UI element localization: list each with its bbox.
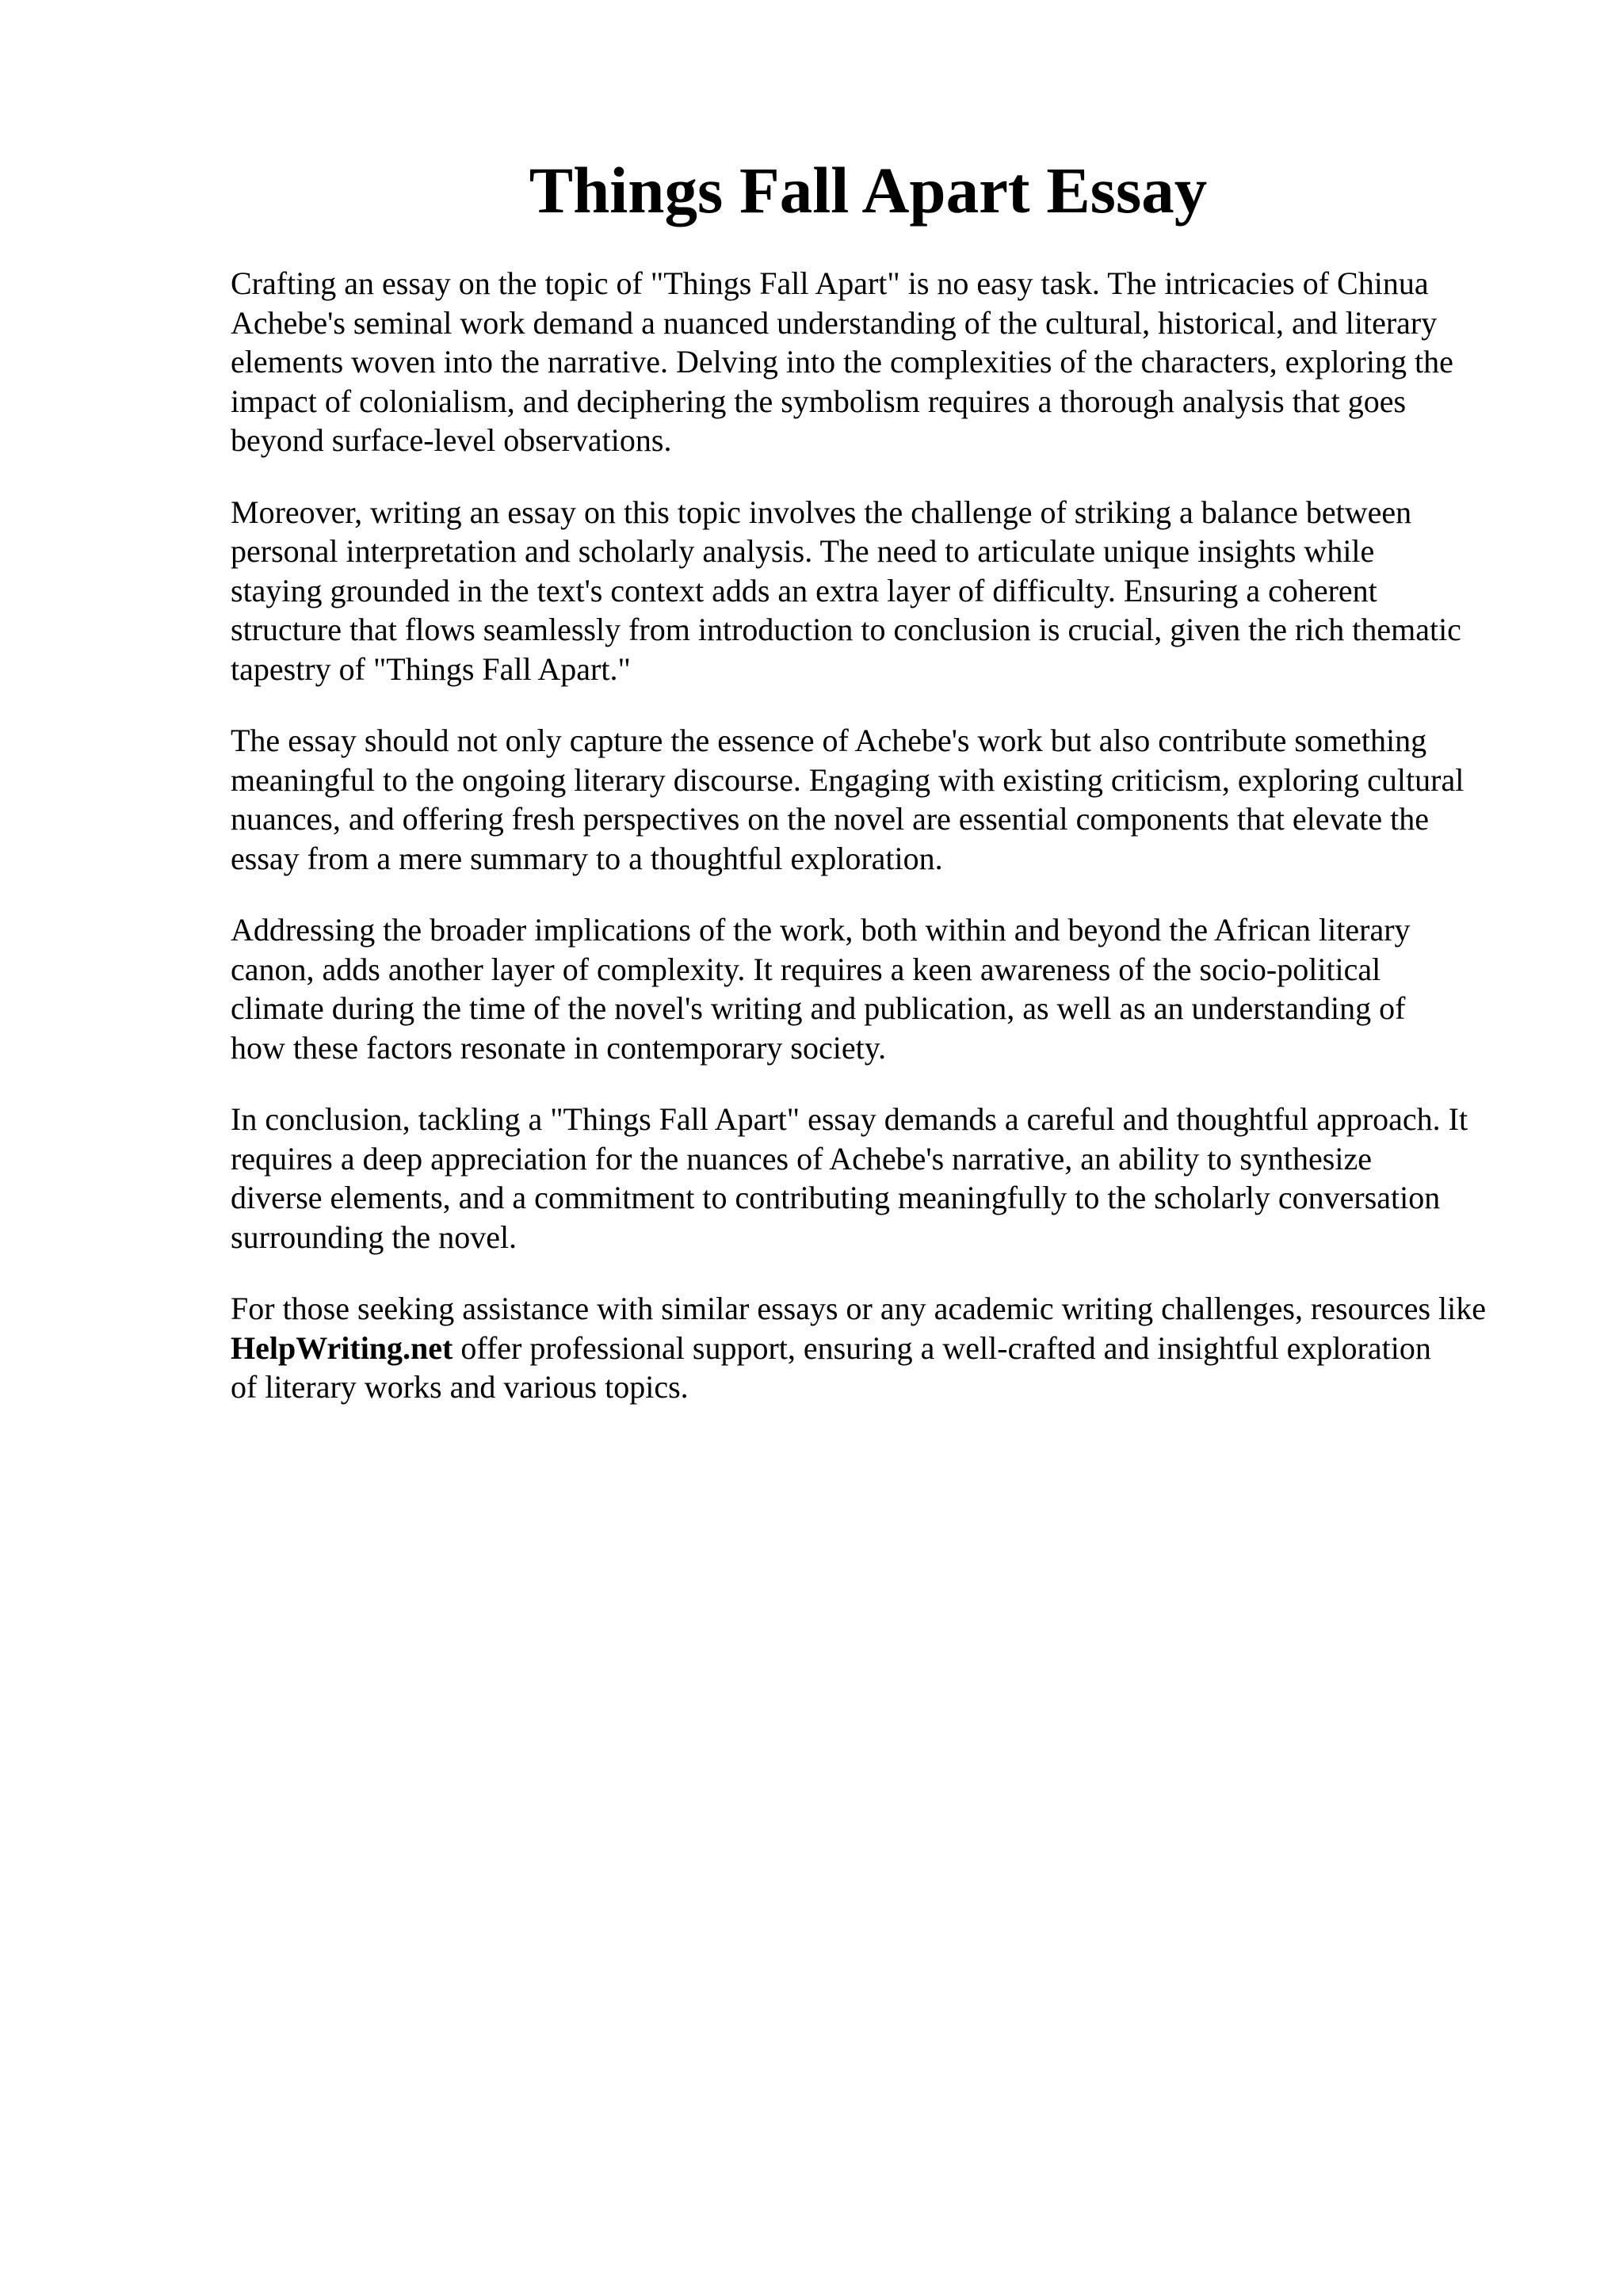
- text-line: surrounding the novel.: [231, 1219, 517, 1255]
- text-line: personal interpretation and scholarly analysis. The need to articulate unique insights while: [231, 533, 1375, 569]
- text-line: beyond surface-level observations.: [231, 422, 672, 458]
- text-line: diverse elements, and a commitment to contributing meaningfully to the scholarly conversation: [231, 1180, 1441, 1215]
- text-line-with-link: [231, 1329, 1562, 1368]
- text-line: Addressing the broader implications of the work, both within and beyond the African literary: [231, 912, 1411, 948]
- text-line: tapestry of "Things Fall Apart.": [231, 650, 631, 687]
- text-line: The essay should not only capture the essence of Achebe's work but also contribute something: [231, 723, 1427, 758]
- text-line: Moreover, writing an essay on this topic involves the challenge of striking a balance between: [231, 494, 1412, 530]
- page-title: Things Fall Apart Essay: [529, 154, 1208, 227]
- text-line: essay from a mere summary to a thoughtful exploration.: [231, 840, 943, 876]
- paragraph-1: [231, 264, 1562, 460]
- paragraph-4: [231, 910, 1562, 1067]
- text-line: elements woven into the narrative. Delving into the complexities of the characters, exploring the: [231, 344, 1453, 379]
- text-line: staying grounded in the text's context adds an extra layer of difficulty. Ensuring a coherent: [231, 572, 1377, 608]
- text-line: Crafting an essay on the topic of "Things Fall Apart" is no easy task. The intricacies of Chinua: [231, 265, 1429, 301]
- text-line: of literary works and various topics.: [231, 1369, 689, 1405]
- text-line: For those seeking assistance with similar essays or any academic writing challenges, resources like: [231, 1291, 1486, 1326]
- text-line: Achebe's seminal work demand a nuanced understanding of the cultural, historical, and literary: [231, 304, 1438, 341]
- text-fragment: offer professional support, ensuring a well-crafted and insightful exploration: [453, 1329, 1431, 1366]
- text-line: structure that flows seamlessly from introduction to conclusion is crucial, given the rich thematic: [231, 612, 1461, 647]
- text-line: canon, adds another layer of complexity. It requires a keen awareness of the socio-political: [231, 951, 1381, 987]
- paragraph-2: [231, 493, 1562, 689]
- paragraph-3: [231, 721, 1562, 878]
- paragraph-5: [231, 1100, 1562, 1257]
- paragraph-closing: [231, 1289, 1562, 1407]
- text-line: impact of colonialism, and deciphering the symbolism requires a thorough analysis that goes: [231, 383, 1407, 419]
- essay-body: [231, 264, 1562, 1440]
- text-line: requires a deep appreciation for the nuances of Achebe's narrative, an ability to synthesize: [231, 1140, 1372, 1177]
- text-line: climate during the time of the novel's writing and publication, as well as an understanding of: [231, 990, 1406, 1026]
- text-line: how these factors resonate in contemporary society.: [231, 1029, 887, 1066]
- helpwriting-link[interactable]: HelpWriting.net: [231, 1329, 453, 1366]
- text-line: meaningful to the ongoing literary discourse. Engaging with existing criticism, exploring cultural: [231, 761, 1465, 798]
- text-line: nuances, and offering fresh perspectives on the novel are essential components that elevate the: [231, 801, 1430, 837]
- text-line: In conclusion, tackling a "Things Fall Apart" essay demands a careful and thoughtful approach. It: [231, 1101, 1468, 1137]
